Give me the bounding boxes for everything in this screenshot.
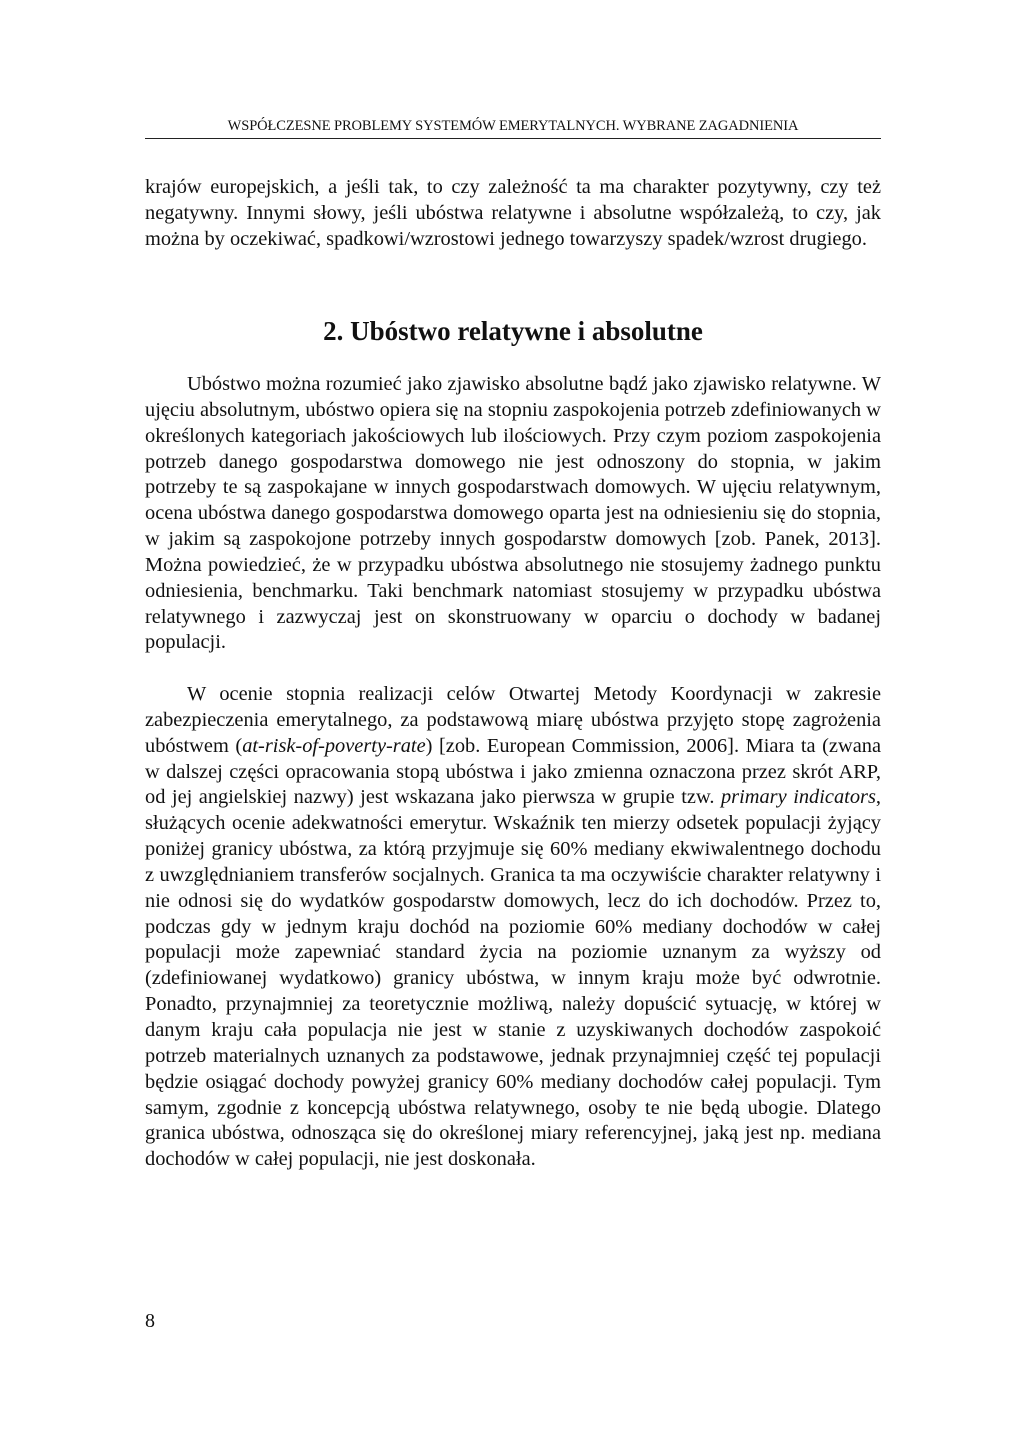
page-number: 8 <box>145 1310 155 1332</box>
paragraph-intro-continuation: krajów europejskich, a jeśli tak, to czy zależność ta ma charakter pozytywny, czy też negatywny. Innymi słowy, jeśli ubóstwa relatywne i absolutne współzależą, to czy, jak można by oczekiwać, spadkowi/wzrostowi jednego towarzyszy spadek/wzrost drugiego. <box>145 176 881 250</box>
paragraph-absolute-relative: Ubóstwo można rozumieć jako zjawisko absolutne bądź jako zjawisko relatywne. W ujęciu absolutnym, ubóstwo opiera się na stopniu zaspokojenia potrzeb zdefiniowanych w określonych kategoriach jakościowych lub ilościowych. Przy czym poziom zaspokojenia potrzeb danego gospodarstwa domowego nie jest odnoszony do stopnia, w jakim potrzeby te są zaspokajane w innych gospodarstwach domowych. W ujęciu relatywnym, ocena ubóstwa danego gospodarstwa domowego oparta jest na odniesieniu się do stopnia, w jakim są zaspokojone potrzeby innych gospodarstw domowych [zob. Panek, 2013]. Można powiedzieć, że w przypadku ubóstwa absolutnego nie stosujemy żadnego punktu odniesienia, benchmarku. Taki benchmark natomiast stosujemy w przypadku ubóstwa relatywnego i zazwyczaj jest on skonstruowany w oparciu o dochody w badanej populacji. <box>145 373 881 654</box>
italic-term: primary indicators <box>720 786 876 809</box>
paragraph-text: , służących ocenie adekwatności emerytur. Wskaźnik ten mierzy odsetek populacji żyjący poniżej granicy ubóstwa, za którą przyjmuje się 60% mediany ekwiwalentnego dochodu z uwzględnianiem transferów socjalnych. Granica ta ma oczywiście charakter relatywny i nie odnosi się do wydatków gospodarstw domowych, lecz do ich dochodów. Przez to, podczas gdy w jednym kraju dochód na poziomie 60% mediany dochodów w całej populacji może zapewniać standard życia na poziomie uznanym za wyższy od (zdefiniowanej wydatkowo) granicy ubóstwa, w innym kraju może być odwrotnie. Ponadto, przynajmniej za teoretycznie możliwą, należy dopuścić sytuację, w której w danym kraju cała populacja nie jest w stanie z uzyskiwanych dochodów zaspokoić potrzeb materialnych uznanych za podstawowe, jednak przynajmniej część tej populacji będzie osiągać dochody powyżej granicy 60% mediany dochodów całej populacji. Tym samym, zgodnie z koncepcją ubóstwa relatywnego, osoby te nie będą ubogie. Dlatego granica ubóstwa, odnosząca się do określonej miary referencyjnej, jaką jest np. mediana dochodów w całej populacji, nie jest doskonała. <box>145 786 881 1171</box>
paragraph-text: ) [zob. European Commission, 2006]. Miara ta (zwana w dalszej części opracowania stopą ubóstwa i jako zmienna oznaczona przez skrót ARP, od jej angielskiej nazwy) jest wskazana jako pierwsza w grupie tzw. <box>145 734 881 809</box>
italic-term: at-risk-of-poverty-rate <box>242 734 426 757</box>
paragraph-poverty-rate <box>145 682 881 1173</box>
running-header: WSPÓŁCZESNE PROBLEMY SYSTEMÓW EMERYTALNYCH. WYBRANE ZAGADNIENIA <box>227 118 799 134</box>
paragraph-text: W ocenie stopnia realizacji celów Otwartej Metody Koordynacji w zakresie zabezpieczenia emerytalnego, za podstawową miarę ubóstwa przyjęto stopę zagrożenia ubóstwem ( <box>145 683 881 757</box>
header-rule <box>145 138 881 139</box>
section-heading: 2. Ubóstwo relatywne i absolutne <box>323 316 703 346</box>
